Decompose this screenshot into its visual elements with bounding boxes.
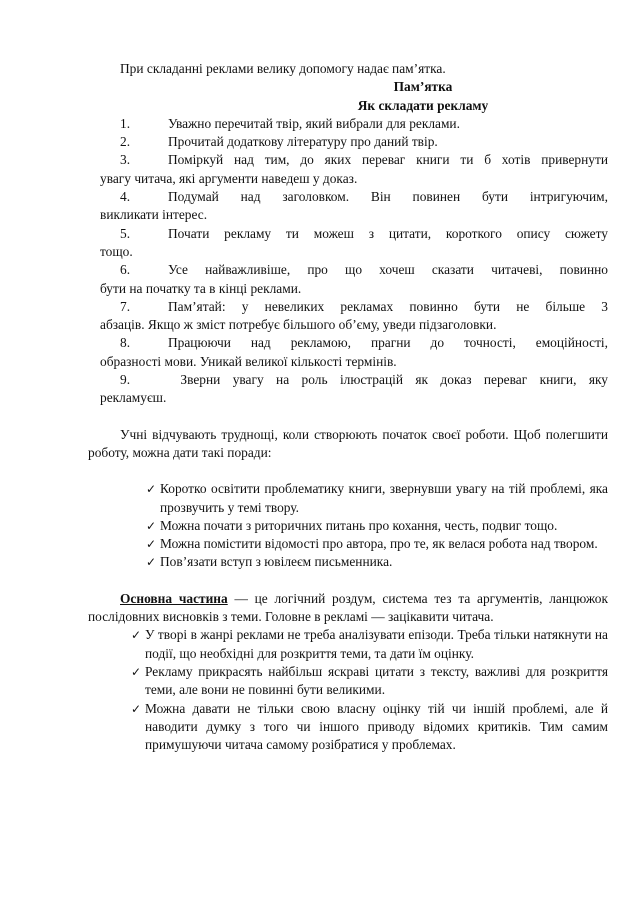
list-item — [88, 371, 608, 408]
main-part-label: Основна частина — [120, 590, 228, 606]
list-item — [133, 626, 608, 663]
memo-subtitle: Як складати рекламу — [357, 97, 489, 113]
step-number: 5. — [120, 225, 131, 241]
list-item — [148, 535, 608, 553]
tip-text: Коротко освітити проблематику книги, звернувши увагу на тій проблемі, яка прозвучить у темі твору. — [160, 481, 608, 515]
step-continuation: тощо. — [100, 243, 133, 259]
point-text: Можна давати не тільки свою власну оцінку тій чи іншій проблемі, але й наводити думку з того чи іншого приводу відомих критиків. Тим самим примушуючи читача самому розібратися у проблемах. — [145, 700, 608, 753]
step-text: Усе найважливіше, про що хочеш сказати читачеві, повинно — [168, 262, 608, 278]
step-continuation: абзаців. Якщо ж зміст потребує більшого об’єму, уведи підзаголовки. — [100, 317, 497, 333]
list-item — [88, 298, 608, 335]
step-number: 2. — [120, 134, 131, 150]
step-continuation: рекламуєш. — [100, 390, 167, 406]
step-text: Прочитай додаткову літературу про даний твір. — [168, 134, 438, 150]
checkmark-icon: ✓ — [146, 537, 157, 552]
list-item — [88, 115, 608, 133]
step-number: 8. — [120, 335, 131, 351]
checkmark-icon: ✓ — [146, 555, 157, 570]
memo-title: Пам’ятка — [393, 79, 453, 95]
point-text: Рекламу прикрасять найбільш яскраві цитати з тексту, важливі для розкриття теми, але вони не повинні бути великими. — [145, 663, 608, 698]
step-continuation: образності мови. Уникай великої кількості термінів. — [100, 353, 397, 369]
list-item — [148, 517, 608, 535]
step-continuation: викликати інтерес. — [100, 207, 208, 223]
list-item — [133, 700, 608, 755]
step-text: Поміркуй над тим, до яких переваг книги ти б хотів привернути — [168, 152, 608, 168]
step-continuation: бути на початку та в кінці реклами. — [100, 280, 302, 296]
step-text: Зверни увагу на роль ілюстрацій як доказ переваг книги, яку — [168, 372, 608, 388]
list-item — [88, 225, 608, 262]
checkmark-icon: ✓ — [131, 701, 142, 716]
step-number: 7. — [120, 298, 131, 314]
paragraph-main-part — [88, 590, 608, 627]
tip-text: Можна почати з риторичних питань про кохання, честь, подвиг тощо. — [160, 517, 558, 533]
checkmark-icon: ✓ — [131, 664, 142, 679]
list-item — [88, 151, 608, 188]
step-number: 4. — [120, 189, 131, 205]
step-text: Працюючи над рекламою, прагни до точності, емоційності, — [168, 335, 608, 351]
main-part-text: — це логічний роздум, система тез та аргументів, ланцюжок послідовних висновків з теми. Головне в рекламі — зацікавити читача. — [88, 590, 608, 625]
document-page — [88, 60, 608, 754]
list-item — [148, 553, 608, 571]
step-number: 1. — [120, 115, 131, 131]
steps-list — [88, 115, 608, 408]
step-continuation: увагу читача, які аргументи наведеш у доказ. — [100, 170, 358, 186]
list-item — [148, 480, 608, 517]
list-item — [88, 334, 608, 371]
list-item — [88, 261, 608, 298]
tips-list — [88, 480, 608, 571]
step-text: Почати рекламу ти можеш з цитати, короткого опису сюжету — [168, 225, 608, 241]
step-text: Уважно перечитай твір, який вибрали для реклами. — [168, 115, 460, 131]
step-text: Пам’ятай: у невеликих рекламах повинно бути не більше 3 — [168, 298, 608, 314]
point-text: У творі в жанрі реклами не треба аналізувати епізоди. Треба тільки натякнути на події, що необхідні для розкриття теми, та дати їм оцінку. — [145, 627, 608, 661]
step-number: 6. — [120, 262, 131, 278]
checkmark-icon: ✓ — [131, 628, 142, 643]
paragraph-intro-tips: Учні відчувають труднощі, коли створюють початок своєї роботи. Щоб полегшити роботу, можна дати такі поради: — [88, 426, 608, 460]
list-item — [88, 188, 608, 225]
intro-line: При складанні реклами велику допомогу надає пам’ятка. — [120, 61, 446, 76]
checkmark-icon: ✓ — [146, 518, 157, 533]
step-text: Подумай над заголовком. Він повинен бути інтригуючим, — [168, 189, 608, 205]
main-points-list — [88, 626, 608, 754]
tip-text: Можна помістити відомості про автора, про те, як велася робота над твором. — [160, 536, 598, 552]
list-item — [133, 663, 608, 700]
checkmark-icon: ✓ — [146, 482, 157, 497]
step-number: 3. — [120, 152, 131, 168]
step-number: 9. — [120, 372, 131, 388]
tip-text: Пов’язати вступ з ювілеєм письменника. — [160, 554, 393, 570]
list-item — [88, 133, 608, 151]
